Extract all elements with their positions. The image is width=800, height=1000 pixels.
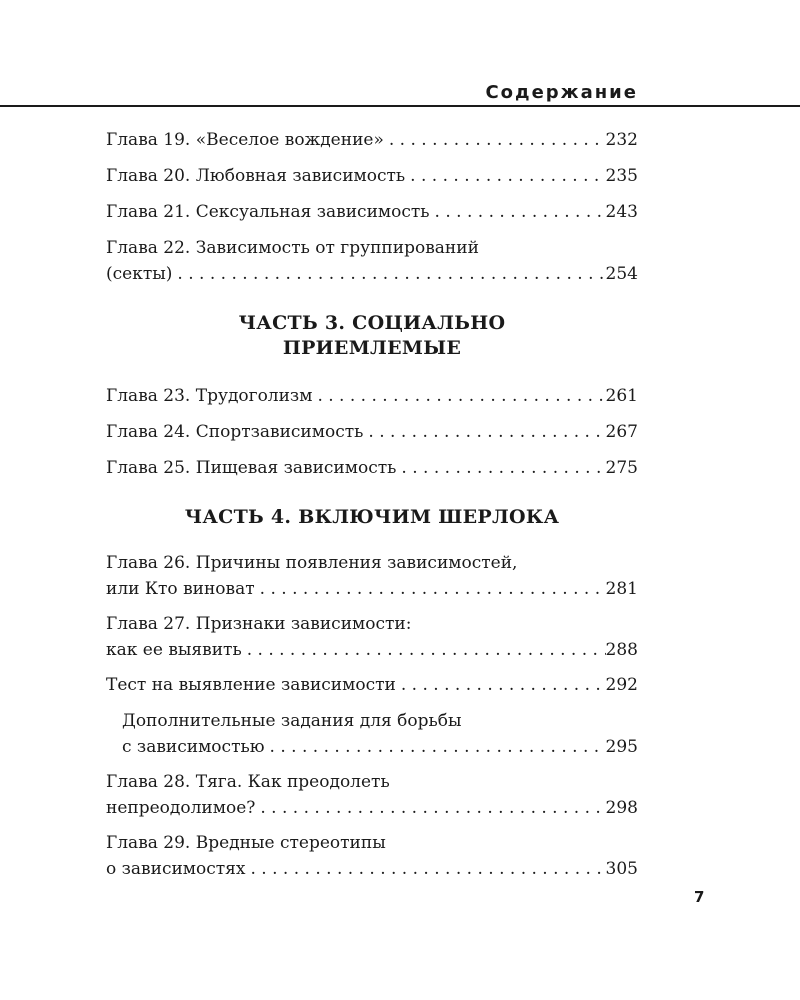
part-heading-line: ПРИЕМЛЕМЫЕ bbox=[282, 337, 462, 359]
toc-page-number: 298 bbox=[605, 798, 638, 818]
toc-entry-title-continued: о зависимостях bbox=[106, 859, 246, 879]
toc-entry-dependency-test[interactable] bbox=[106, 672, 638, 698]
dot-leader bbox=[246, 856, 606, 882]
toc-entry-chapter-25[interactable] bbox=[106, 455, 638, 481]
toc-page-number: 305 bbox=[605, 859, 638, 879]
toc-entry-title-continued: непреодолимое? bbox=[106, 798, 256, 818]
toc-entry-title: Глава 28. Тяга. Как преодолеть bbox=[106, 772, 390, 792]
toc-entry-title: Глава 24. Спортзависимость bbox=[106, 422, 364, 442]
dot-leader bbox=[172, 261, 605, 287]
toc-page-number: 254 bbox=[605, 264, 638, 284]
toc-entry-title: Глава 25. Пищевая зависимость bbox=[106, 458, 397, 478]
toc-page-number: 292 bbox=[605, 675, 638, 695]
toc-entry-chapter-21[interactable] bbox=[106, 199, 638, 225]
dot-leader bbox=[255, 576, 606, 602]
toc-page-number: 232 bbox=[605, 130, 638, 150]
toc-page-number: 235 bbox=[605, 166, 638, 186]
dot-leader bbox=[384, 127, 606, 153]
toc-entry-title: Глава 22. Зависимость от группирований bbox=[106, 238, 479, 258]
toc-entry-title: Глава 29. Вредные стереотипы bbox=[106, 833, 386, 853]
page-number: 7 bbox=[694, 888, 705, 906]
toc-entry-title-continued: или Кто виноват bbox=[106, 579, 255, 599]
toc-entry-title: Глава 19. «Веселое вождение» bbox=[106, 130, 384, 150]
toc-entry-title: Тест на выявление зависимости bbox=[106, 675, 396, 695]
dot-leader bbox=[363, 419, 605, 445]
toc-entry-title: Глава 21. Сексуальная зависимость bbox=[106, 202, 430, 222]
toc-entry-additional-tasks[interactable] bbox=[106, 708, 638, 760]
part-4-heading: ЧАСТЬ 4. ВКЛЮЧИМ ШЕРЛОКА bbox=[184, 506, 560, 528]
dot-leader bbox=[242, 637, 606, 663]
toc-page-number: 288 bbox=[605, 640, 638, 660]
toc-entry-chapter-19[interactable] bbox=[106, 127, 638, 153]
toc-entry-title-continued: (секты) bbox=[106, 264, 173, 284]
toc-page-number: 281 bbox=[605, 579, 638, 599]
toc-page-number: 275 bbox=[605, 458, 638, 478]
running-header-title: Содержание bbox=[485, 82, 638, 103]
toc-entry-chapter-28[interactable] bbox=[106, 769, 638, 821]
part-heading-line: ЧАСТЬ 3. СОЦИАЛЬНО bbox=[238, 312, 506, 334]
dot-leader bbox=[430, 199, 606, 225]
toc-entry-chapter-26[interactable] bbox=[106, 550, 638, 602]
dot-leader bbox=[312, 383, 605, 409]
toc-page-number: 295 bbox=[605, 737, 638, 757]
dot-leader bbox=[405, 163, 605, 189]
toc-entry-title: Глава 23. Трудоголизм bbox=[106, 386, 313, 406]
toc-entry-chapter-22[interactable] bbox=[106, 235, 638, 287]
toc-entry-title: Глава 27. Признаки зависимости: bbox=[106, 614, 412, 634]
toc-page-number: 243 bbox=[605, 202, 638, 222]
toc-entry-chapter-20[interactable] bbox=[106, 163, 638, 189]
header-rule bbox=[0, 105, 800, 107]
toc-entry-title-continued: как ее выявить bbox=[106, 640, 242, 660]
toc-entry-title: Глава 20. Любовная зависимость bbox=[106, 166, 406, 186]
toc-page-number: 261 bbox=[605, 386, 638, 406]
table-of-contents bbox=[106, 127, 638, 882]
toc-entry-title: Дополнительные задания для борьбы bbox=[122, 711, 462, 731]
toc-page-number: 267 bbox=[605, 422, 638, 442]
toc-entry-chapter-27[interactable] bbox=[106, 611, 638, 663]
toc-entry-title-continued: с зависимостью bbox=[122, 737, 265, 757]
toc-entry-chapter-29[interactable] bbox=[106, 830, 638, 882]
toc-entry-chapter-23[interactable] bbox=[106, 383, 638, 409]
dot-leader bbox=[396, 455, 605, 481]
dot-leader bbox=[396, 672, 606, 698]
toc-entry-title: Глава 26. Причины появления зависимостей, bbox=[106, 553, 518, 573]
dot-leader bbox=[255, 795, 605, 821]
dot-leader bbox=[265, 734, 606, 760]
toc-entry-chapter-24[interactable] bbox=[106, 419, 638, 445]
part-3-heading bbox=[106, 311, 638, 361]
